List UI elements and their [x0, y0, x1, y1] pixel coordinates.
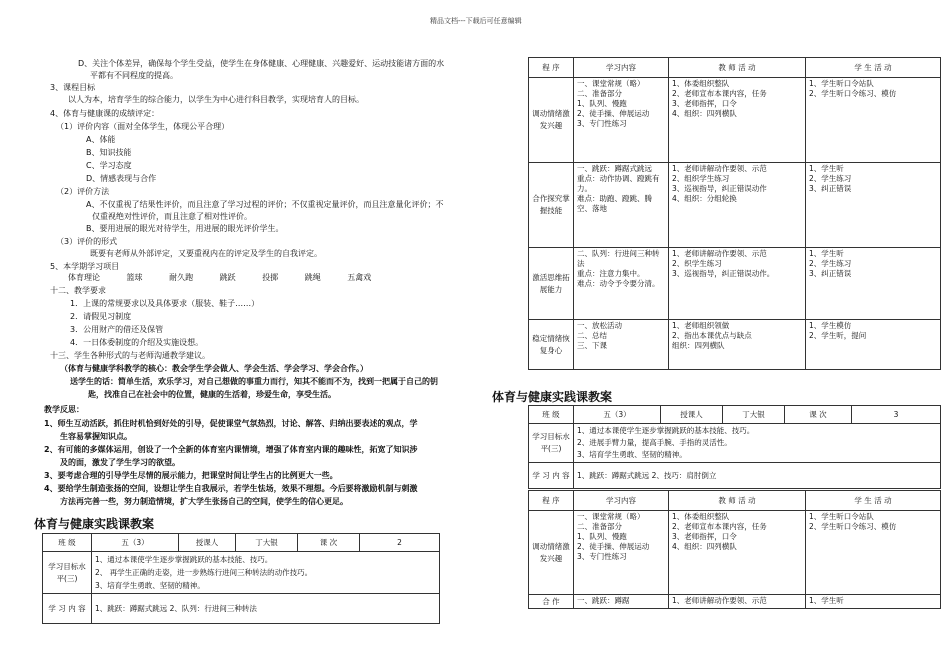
- content-line: 二、准备部分: [577, 89, 622, 98]
- student-cell: 1、学生听: [806, 595, 941, 609]
- header-stage: 程 序: [529, 491, 574, 511]
- text-line: 1．上课的常规要求以及具体要求（服装、鞋子……）: [70, 299, 260, 308]
- goals-cell: [574, 424, 941, 463]
- teacher-line: 2、老师宣布本课内容，任务: [672, 522, 767, 531]
- bold-line: 及的面，激发了学生学习的欲望。: [60, 458, 180, 467]
- teacher-line: 2、组织学生练习: [672, 174, 730, 183]
- content-cell: 1、跳跃：蹲踞式跳远 2、队列：行进间三种转法: [92, 594, 440, 624]
- content-line: 重点：动作协调、蹬跳有力。: [577, 174, 660, 193]
- text-line: D、情感表现与合作: [86, 174, 157, 183]
- text-line: 2．请假见习制度: [70, 312, 132, 321]
- content-cell: 一、跳跃：蹲踞: [574, 595, 669, 609]
- text-line: D、关注个体差异，确保每个学生受益，使学生在身体健康、心理健康、兴趣爱好、运动技能诸方面的水: [78, 59, 445, 68]
- goal-item: 2、 再学生正确的走姿，进一步熟练行进间三种转法的动作技巧。: [95, 568, 313, 577]
- teacher-line: 4、组织：四列横队: [672, 542, 737, 551]
- teacher-line: 2、指出本课优点与缺点: [672, 331, 752, 340]
- teacher-line: 2、织学生练习: [672, 259, 722, 268]
- content-cell: [574, 78, 669, 163]
- teacher-line: 3、老师指挥，口令: [672, 532, 737, 541]
- student-line: 1、学生模仿: [809, 321, 852, 330]
- content-line: 一、放松活动: [577, 321, 622, 330]
- content-line: 1、队列、慢跑: [577, 99, 627, 108]
- class-value: 五（3）: [574, 406, 661, 424]
- teacher-value: 丁大银: [723, 406, 785, 424]
- text-line: 十二、教学要求: [50, 286, 106, 295]
- teacher-line: 1、老师讲解动作要领、示范: [672, 164, 767, 173]
- teacher-line: 1、体委组织整队: [672, 512, 730, 521]
- student-line: 2、学生练习: [809, 259, 852, 268]
- content-line: 二、队列：行进间三种转法: [577, 249, 660, 268]
- teacher-cell: [669, 511, 806, 595]
- header-teacher: 教 师 活 动: [669, 58, 806, 78]
- goal-item: 1、通过本课使学生逐步掌握跳跃的基本技能、技巧。: [95, 555, 273, 564]
- lesson-plan-title: 体育与健康实践课教案: [34, 517, 155, 531]
- teacher-line: 4、组织：四列横队: [672, 109, 737, 118]
- teacher-label: 授课人: [179, 534, 236, 552]
- student-line: 1、学生听口令站队: [809, 79, 874, 88]
- teacher-cell: [669, 248, 806, 320]
- student-cell: [806, 248, 941, 320]
- teacher-line: 1、老师组织领做: [672, 321, 730, 330]
- text-line: A、不仅重视了结果性评价，而且注意了学习过程的评价；不仅重视定量评价，而且注意量化评价；不: [86, 200, 444, 209]
- teacher-line: 1、体委组织整队: [672, 79, 730, 88]
- content-label: 学 习 内 容: [529, 463, 574, 489]
- header-student: 学 生 活 动: [806, 491, 941, 511]
- content-label: 学 习 内 容: [43, 594, 92, 624]
- content-cell: [574, 320, 669, 370]
- teacher-line: 3、巡视指导，纠正错误动作: [672, 184, 767, 193]
- goal-item: 3、培育学生勇敢、坚韧的精神。: [95, 581, 205, 590]
- class-label: 班 级: [43, 534, 92, 552]
- stage-cell: 合 作: [529, 595, 574, 609]
- teacher-line: 4、组织：分组轮换: [672, 194, 737, 203]
- stage-cell: 稳定情绪恢复身心: [529, 320, 574, 370]
- sport-item: 篮球: [126, 273, 143, 282]
- content-line: 难点：助跑、蹬跳、腾空、落地: [577, 194, 652, 213]
- student-line: 2、学生练习: [809, 174, 852, 183]
- text-line: 平都有不同程度的提高。: [90, 71, 178, 80]
- content-line: 2、徒手操、伸展运动: [577, 542, 650, 551]
- lesson-value: 3: [852, 406, 941, 424]
- text-line: 十三、学生各种形式的与老师沟通教学建议。: [50, 351, 210, 360]
- header-teacher: 教 师 活 动: [669, 491, 806, 511]
- stage-cell: 激活思维拓展能力: [529, 248, 574, 320]
- goal-item: 1、通过本课使学生逐步掌握跳跃的基本技能、技巧。: [577, 426, 755, 435]
- sport-item: 耐久跑: [169, 273, 194, 282]
- content-cell: 1、跳跃：蹲踞式跳远 2、技巧：肩肘倒立: [574, 463, 941, 489]
- student-line: 2、学生听口令练习、模仿: [809, 522, 897, 531]
- procedure-table: [528, 490, 941, 609]
- lesson-label: 课 次: [785, 406, 852, 424]
- text-line: 3、课程目标: [50, 83, 96, 92]
- content-line: 一、课堂常规（略）: [577, 512, 645, 521]
- text-line: B、知识技能: [86, 148, 132, 157]
- bold-line: 2、有可能的多媒体运用，创设了一个全新的体育室内课情境，增强了体育室内课的趣味性，拓宽了知识涉: [44, 445, 418, 454]
- student-cell: [806, 320, 941, 370]
- content-cell: [574, 163, 669, 248]
- sport-item: 体育理论: [68, 273, 100, 282]
- sport-item: 五禽戏: [347, 273, 372, 282]
- text-line: 4．一日体委制度的介绍及实施设想。: [70, 338, 204, 347]
- content-line: 三、下课: [577, 341, 607, 350]
- student-line: 1、学生听: [809, 249, 844, 258]
- content-line: 3、专门性练习: [577, 119, 627, 128]
- content-cell: [574, 248, 669, 320]
- student-line: 2、学生听口令练习、模仿: [809, 89, 897, 98]
- teacher-line: 1、老师讲解动作要领、示范: [672, 249, 767, 258]
- teacher-label: 授课人: [661, 406, 723, 424]
- goal-item: 3、培育学生勇敢、坚韧的精神。: [577, 450, 687, 459]
- teacher-line: 3、老师指挥，口令: [672, 99, 737, 108]
- class-label: 班 级: [529, 406, 574, 424]
- text-line: 既要有老师从外部评定，又要重视内在的评定及学生的自我评定。: [90, 249, 322, 258]
- sport-item: 投掷: [262, 273, 279, 282]
- sports-list: [68, 272, 395, 283]
- stage-cell: 合作探究掌握技能: [529, 163, 574, 248]
- student-line: 3、纠正错误: [809, 184, 852, 193]
- content-cell: [574, 511, 669, 595]
- bold-line: 匙，找准自己在社会中的位置，健康的生活着，珍爱生命，享受生活。: [88, 390, 336, 399]
- text-line: （1）评价内容（面对全体学生，体现公平合理）: [56, 122, 230, 131]
- teacher-value: 丁大银: [236, 534, 298, 552]
- bold-line: 送学生的话：简单生活，欢乐学习，对自己想做的事重力而行，知其不能而不为，找到一把属于自己的钥: [70, 377, 438, 386]
- lesson-plan-table: [528, 405, 941, 489]
- text-line: 以人为本，培育学生的综合能力，以学生为中心进行科目教学，实现培育人的目标。: [68, 95, 364, 104]
- bold-line: 3、要考虑合理的引导学生尽情的展示能力，把课堂时间让学生占的比例更大一些。: [44, 471, 338, 480]
- text-line: （3）评价的形式: [56, 237, 118, 246]
- procedure-table: [528, 57, 941, 370]
- content-line: 二、总结: [577, 331, 607, 340]
- header-stage: 程 序: [529, 58, 574, 78]
- bold-line: 1、师生互动活跃，抓住时机恰到好处的引导，促使课堂气氛热烈，讨论、解答、归纳出要表述的观点，学: [44, 419, 418, 428]
- lesson-value: 2: [360, 534, 440, 552]
- student-cell: [806, 511, 941, 595]
- student-line: 2、学生听，提问: [809, 331, 867, 340]
- stage-cell: 调动情绪激发兴趣: [529, 511, 574, 595]
- lesson-plan-table: [42, 533, 440, 624]
- stage-cell: 调动情绪激发兴趣: [529, 78, 574, 163]
- text-line: 4、体育与健康课的成绩评定：: [50, 109, 160, 118]
- sport-item: 跳绳: [304, 273, 321, 282]
- bold-line: 方法再完善一些，努力制造情境，扩大学生张扬自己的空间，使学生的信心更足。: [60, 497, 348, 506]
- teacher-cell: 1、老师讲解动作要领、示范: [669, 595, 806, 609]
- student-cell: [806, 163, 941, 248]
- content-line: 二、准备部分: [577, 522, 622, 531]
- text-line: 3．公用财产的借还及保管: [70, 325, 164, 334]
- teacher-line: 2、老师宣布本课内容，任务: [672, 89, 767, 98]
- goal-item: 2、进展手臂力量，提高手腕、手指的灵活性。: [577, 438, 732, 447]
- sport-item: 跳跃: [219, 273, 236, 282]
- bold-line: 生容易掌握知识点。: [60, 432, 132, 441]
- student-cell: [806, 78, 941, 163]
- lesson-plan-title: 体育与健康实践课教案: [492, 390, 613, 404]
- teacher-cell: [669, 320, 806, 370]
- header-content: 学习内容: [574, 58, 669, 78]
- goal-label: 学习目标水平(三): [43, 552, 92, 594]
- content-line: 一、课堂常规（略）: [577, 79, 645, 88]
- content-line: 一、跳跃：蹲踞式跳远: [577, 164, 652, 173]
- text-line: C、学习态度: [86, 161, 132, 170]
- content-line: 重点：注意力集中。: [577, 269, 645, 278]
- text-line: 5、本学期学习项目: [50, 262, 120, 271]
- text-line: A、体能: [86, 135, 116, 144]
- header-note: 精品文档---下载后可任意编辑: [430, 17, 522, 25]
- teacher-line: 3、巡视指导，纠正错误动作。: [672, 269, 775, 278]
- header-student: 学 生 活 动: [806, 58, 941, 78]
- header-content: 学习内容: [574, 491, 669, 511]
- text-line: B、要用进展的眼光对待学生，用进展的眼光评价学生。: [86, 224, 284, 233]
- content-line: 1、队列、慢跑: [577, 532, 627, 541]
- goal-label: 学习目标水平(三): [529, 424, 574, 463]
- content-line: 2、徒手操、伸展运动: [577, 109, 650, 118]
- class-value: 五（3）: [92, 534, 179, 552]
- bold-line: （体育与健康学科教学的核心：教会学生学会做人、学会生活、学会学习、学会合作。）: [60, 364, 368, 373]
- student-line: 1、学生听: [809, 164, 844, 173]
- student-line: 1、学生听口令站队: [809, 512, 874, 521]
- student-line: 3、纠正错误: [809, 269, 852, 278]
- content-line: 3、专门性练习: [577, 552, 627, 561]
- content-line: 难点：动令予令要分清。: [577, 279, 660, 288]
- text-line: 仅重视绝对性评价，而且注意了相对性评价。: [92, 212, 252, 221]
- teacher-line: 组织：四列横队: [672, 341, 725, 350]
- teacher-cell: [669, 78, 806, 163]
- text-line: （2）评价方法: [56, 187, 110, 196]
- reflection-heading: 教学反思：: [44, 405, 84, 414]
- bold-line: 4、要给学生制造张扬的空间，设想让学生自我展示，若学生怯场，效果不理想。今后要将激励机制与刺激: [44, 484, 418, 493]
- goals-cell: [92, 552, 440, 594]
- teacher-cell: [669, 163, 806, 248]
- lesson-label: 课 次: [298, 534, 360, 552]
